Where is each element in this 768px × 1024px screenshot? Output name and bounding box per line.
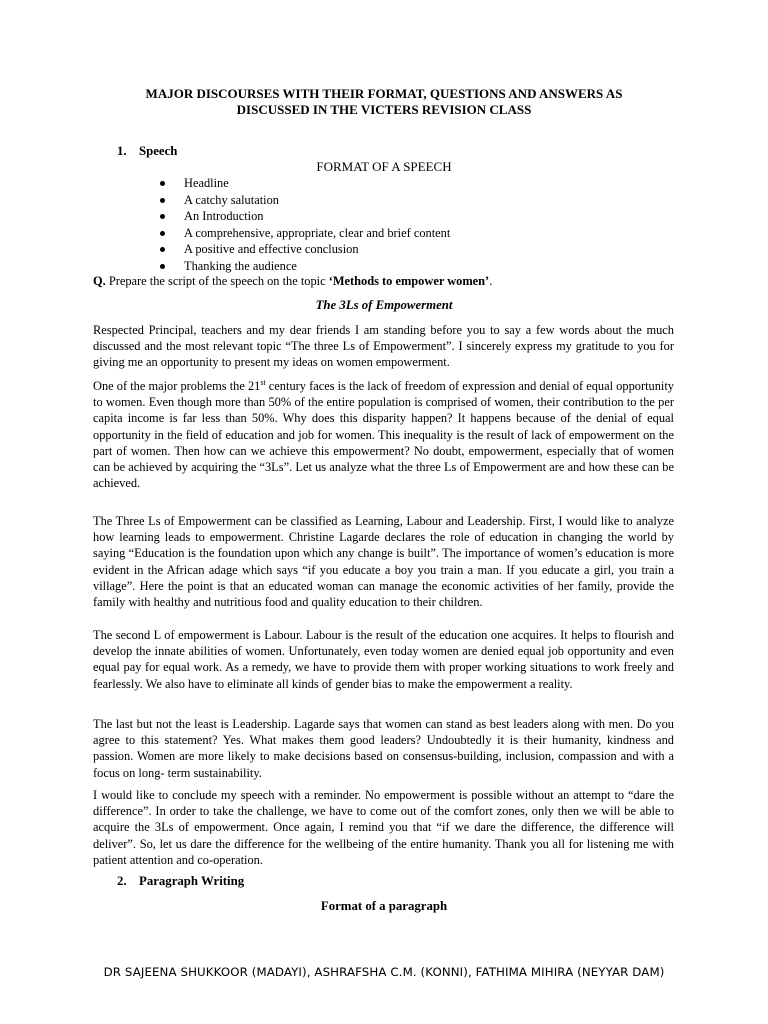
speech-paragraph-1: Respected Principal, teachers and my dear friends I am standing before you to say a few words about the much discussed and the most relevant topic “The three Ls of Empowerment”. I sincerely express my gratitude to you for giving me an opportunity to present my ideas on women empowerment. [93,323,674,370]
format-speech-heading: FORMAT OF A SPEECH [316,159,452,174]
speech-paragraph-4: The second L of empowerment is Labour. Labour is the result of the education one acquires. It helps to flourish and develop the innate abilities of women. Unfortunately, even today women are denied equal job opportunity and even equal pay for equal work. As a remedy, we have to provide them with proper working situations to work freely and fearlessly. We also have to eliminate all kinds of gender bias to make the empowerment a reality. [93,628,674,691]
question-line [93,273,492,289]
list-item: A positive and effective conclusion [157,241,450,258]
question-topic: ‘Methods to empower women’ [328,274,490,288]
title-line-1: MAJOR DISCOURSES WITH THEIR FORMAT, QUESTIONS AND ANSWERS AS [145,86,623,101]
speech-title: The 3Ls of Empowerment [315,298,453,312]
speech-paragraph-2 [93,378,674,491]
list-item: An Introduction [157,208,450,225]
section-heading-paragraph [117,873,244,889]
paragraph-text: One of the major problems the 21 [93,379,261,393]
section-label: Speech [139,144,178,158]
speech-paragraph-3: The Three Ls of Empowerment can be classified as Learning, Labour and Leadership. First, I would like to analyze how learning leads to empowerment. Christine Lagarde declares the role of education in changing the world by saying “Education is the foundation upon which any change is built”. The importance of women’s education is more evident in the African adage which says “if you educate a boy you train a man. If you educate a girl, you train a village”. Here the point is that an educated woman can manage the economic activities of her family, provide the family with healthy and nutritious food and quality education to their children. [93,514,674,610]
format-list [157,175,450,274]
title-line-2: DISCUSSED IN THE VICTERS REVISION CLASS [236,102,532,117]
list-item: A comprehensive, appropriate, clear and brief content [157,225,450,242]
question-end: . [489,274,493,288]
list-item: A catchy salutation [157,192,450,209]
list-item: Thanking the audience [157,258,450,275]
section-label: Paragraph Writing [139,874,245,888]
speech-paragraph-6: I would like to conclude my speech with a reminder. No empowerment is possible without an attempt to “dare the difference”. In order to take the challenge, we have to come out of the comfort zones, only then we will be able to acquire the 3Ls of empowerment. Once again, I remind you that “if we dare the difference, the difference will deliver”. So, let us dare the difference for the wellbeing of the entire humanity. Thank you all for listening me with patient attention and co-operation. [93,788,674,867]
list-item: Headline [157,175,450,192]
question-text: Prepare the script of the speech on the topic [105,274,329,288]
section-heading-speech [117,143,177,159]
ordinal-suffix: st [260,377,266,387]
section-number: 2. [117,874,127,888]
format-paragraph-heading: Format of a paragraph [320,899,448,913]
document-title [0,86,768,118]
page-footer: DR SAJEENA SHUKKOOR (MADAYI), ASHRAFSHA C.M. (KONNI), FATHIMA MIHIRA (NEYYAR DAM) [103,965,665,979]
speech-paragraph-5: The last but not the least is Leadership. Lagarde says that women can stand as best leaders along with men. Do you agree to this statement? Yes. What makes them good leaders? Undoubtedly it is their humanity, kindness and passion. Women are more likely to make decisions based on consensus-building, inclusion, compassion and with a focus on long- term sustainability. [93,717,674,780]
section-number: 1. [117,144,127,158]
question-prefix: Q. [93,274,106,288]
paragraph-text: century faces is the lack of freedom of expression and denial of equal opportunity to women. Even though more than 50% of the entire population is comprised of women, their contribution to the per capita income is far less than 50%. Why does this disparity happen? It happens because of the denial of equal opportunity in the field of education and job for women. This inequality is the result of lack of empowerment on the part of women. Then how can we achieve this empowerment? No doubt, empowerment, especially that of women can be achieved by acquiring the “3Ls”. Let us analyze what the three Ls of Empowerment are and how these can be achieved. [93,379,675,491]
